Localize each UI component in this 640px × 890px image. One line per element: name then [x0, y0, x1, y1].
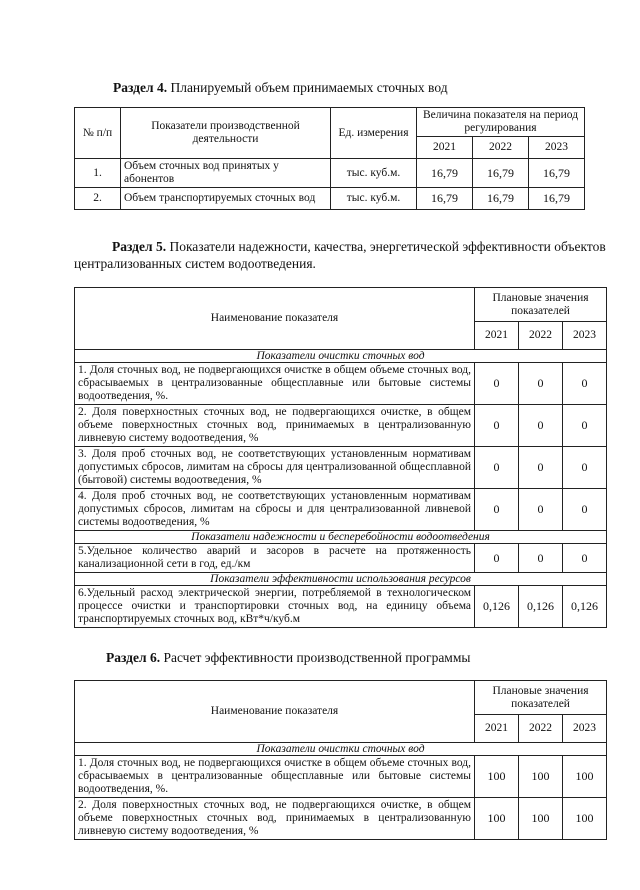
s5-group-title: Показатели эффективности использования ресурсов [75, 573, 607, 586]
section4-table [74, 107, 585, 210]
s6-row-value: 100 [475, 798, 519, 840]
s5-row-value: 0 [475, 405, 519, 447]
s5-year: 2023 [563, 322, 607, 350]
s5-row-name: 2. Доля поверхностных сточных вод, не подвергающихся очистке, в общем объеме поверхностных сточных вод, принимаемых в централизованную ливневую систему водоотведения, % [75, 405, 475, 447]
s6-row-value: 100 [475, 756, 519, 798]
s5-group-title: Показатели надежности и бесперебойности водоотведения [75, 531, 607, 544]
s4-year: 2022 [473, 137, 529, 159]
s5-header-plan-group: Плановые значения показателей [475, 288, 607, 322]
s6-row-name: 2. Доля поверхностных сточных вод, не подвергающихся очистке, в общем объеме поверхностных сточных вод, принимаемых в централизованную ливневую систему водоотведения, % [75, 798, 475, 840]
s5-row-name: 6.Удельный расход электрической энергии, потребляемой в технологическом процессе очистки и транспортировки сточных вод, на единицу объема транспортируемых сточных вод, кВт*ч/куб.м [75, 586, 475, 628]
s6-row-value: 100 [563, 798, 607, 840]
s6-year: 2021 [475, 715, 519, 743]
s6-year: 2022 [519, 715, 563, 743]
table-row [75, 405, 607, 447]
section5-title: Показатели надежности, качества, энергетической эффективности объектов централизованных систем водоотведения. [74, 239, 606, 271]
s5-header-indicator: Наименование показателя [75, 288, 475, 350]
table-row [75, 363, 607, 405]
s5-row-value: 0 [519, 489, 563, 531]
s4-row-num: 1. [75, 159, 121, 188]
s5-row-name: 4. Доля проб сточных вод, не соответствующих установленным нормативам допустимых сбросов, лимитам на сбросы и для централизованной ливневой системы водоотведения, % [75, 489, 475, 531]
s5-row-value: 0 [563, 363, 607, 405]
s5-row-value: 0,126 [519, 586, 563, 628]
s5-group-title: Показатели очистки сточных вод [75, 350, 607, 363]
section5-heading [74, 238, 606, 272]
s6-header-plan-group: Плановые значения показателей [475, 681, 607, 715]
section4-title: Планируемый объем принимаемых сточных вод [170, 80, 448, 95]
table-row [75, 447, 607, 489]
section4-heading [113, 80, 448, 96]
s5-year: 2022 [519, 322, 563, 350]
s5-row-value: 0,126 [475, 586, 519, 628]
s5-row-value: 0 [519, 447, 563, 489]
table-row [75, 489, 607, 531]
s6-year: 2023 [563, 715, 607, 743]
s4-row-value: 16,79 [473, 188, 529, 210]
table-row [75, 159, 585, 188]
s4-row-unit: тыс. куб.м. [331, 159, 417, 188]
s5-row-value: 0 [563, 544, 607, 573]
section5-label: Раздел 5. [112, 239, 167, 254]
s4-row-num: 2. [75, 188, 121, 210]
s5-row-name: 5.Удельное количество аварий и засоров в расчете на протяженность канализационной сети в год, ед./км [75, 544, 475, 573]
s4-row-value: 16,79 [417, 188, 473, 210]
section5-table [74, 287, 607, 628]
table-row [75, 544, 607, 573]
s4-row-unit: тыс. куб.м. [331, 188, 417, 210]
s5-row-value: 0,126 [563, 586, 607, 628]
s6-header-indicator: Наименование показателя [75, 681, 475, 743]
s5-row-name: 1. Доля сточных вод, не подвергающихся очистке в общем объеме сточных вод, сбрасываемых в централизованные общесплавные или бытовые системы водоотведения, %. [75, 363, 475, 405]
table-row [75, 756, 607, 798]
s5-row-value: 0 [519, 405, 563, 447]
s6-row-name: 1. Доля сточных вод, не подвергающихся очистке в общем объеме сточных вод, сбрасываемых в централизованные общесплавные или бытовые системы водоотведения, %. [75, 756, 475, 798]
s6-row-value: 100 [519, 756, 563, 798]
table-row [75, 586, 607, 628]
s5-row-value: 0 [563, 447, 607, 489]
s5-row-value: 0 [475, 489, 519, 531]
s4-row-value: 16,79 [473, 159, 529, 188]
s6-row-value: 100 [519, 798, 563, 840]
s4-year: 2021 [417, 137, 473, 159]
s4-year: 2023 [529, 137, 585, 159]
s4-row-name: Объем сточных вод принятых у абонентов [121, 159, 331, 188]
s5-row-value: 0 [475, 447, 519, 489]
section6-label: Раздел 6. [106, 650, 161, 665]
s6-row-value: 100 [563, 756, 607, 798]
s4-row-value: 16,79 [417, 159, 473, 188]
section4-label: Раздел 4. [113, 80, 168, 95]
s5-row-value: 0 [475, 363, 519, 405]
s4-header-value-group: Величина показателя на период регулирования [417, 108, 585, 137]
s5-row-value: 0 [519, 363, 563, 405]
s6-group-title: Показатели очистки сточных вод [75, 743, 607, 756]
section6-heading [106, 650, 470, 666]
s5-row-value: 0 [563, 489, 607, 531]
s4-row-name: Объем транспортируемых сточных вод [121, 188, 331, 210]
s4-header-indicator: Показатели производственной деятельности [121, 108, 331, 159]
s4-row-value: 16,79 [529, 188, 585, 210]
table-row [75, 798, 607, 840]
s5-row-value: 0 [475, 544, 519, 573]
s4-header-unit: Ед. измерения [331, 108, 417, 159]
section6-table [74, 680, 607, 840]
s5-row-value: 0 [563, 405, 607, 447]
section6-title: Расчет эффективности производственной программы [163, 650, 471, 665]
s4-row-value: 16,79 [529, 159, 585, 188]
s5-row-name: 3. Доля проб сточных вод, не соответствующих установленным нормативам допустимых сбросов, лимитам на сбросы для централизованной общесплавной (бытовой) системы водоотведения, % [75, 447, 475, 489]
s5-row-value: 0 [519, 544, 563, 573]
s4-header-num: № п/п [75, 108, 121, 159]
table-row [75, 188, 585, 210]
s5-year: 2021 [475, 322, 519, 350]
